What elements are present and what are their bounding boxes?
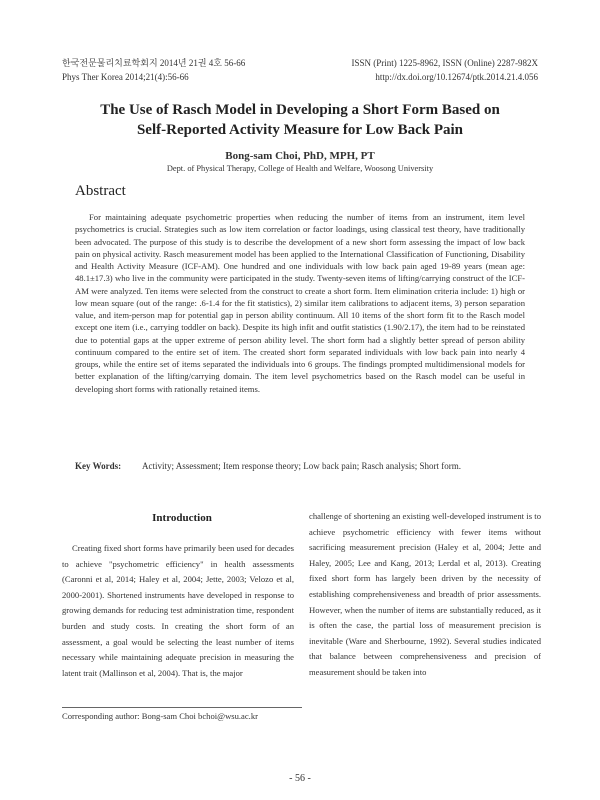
journal-name-korean: 한국전문물리치료학회지 2014년 21권 4호 56-66 — [62, 58, 246, 68]
paper-title — [40, 100, 560, 140]
doi-link[interactable]: http://dx.doi.org/10.12674/ptk.2014.21.4.056 — [375, 72, 538, 82]
journal-citation: Phys Ther Korea 2014;21(4):56-66 — [62, 72, 189, 82]
journal-header-left — [62, 56, 245, 84]
introduction-heading: Introduction — [152, 512, 212, 524]
introduction-right-column: challenge of shortening an existing well-developed instrument is to achieve psychometric efficiency with fewer items without sacrificing measurement precision (Haley et al, 2004; Jette and Haley, 2005; Lee and Kang, 2013; Lerdal et al, 2013). Creating fixed short form has largely been driven by the necessity of establishing comprehensiveness and breadth of prior assessments. However, when the number of items are substantially reduced, as it is often the case, the partial loss of measurement precision is inevitable (Ware and Sherbourne, 1992). Several studies indicated that balance between comprehensiveness and precision of measurement should be taken into — [309, 511, 541, 677]
abstract-body: For maintaining adequate psychometric properties when reducing the number of items from an instrument, item level psychometrics is crucial. Strategies such as low item correlation or factor loadings, using classical test theory, have traditionally been advocated. The purpose of this study is to describe the development of a new short form assessing the impact of low back pain on physical activity. Rasch measurement model has been applied to the International Classification of Functioning, Disability and Health Activity Measure (ICF-AM). One hundred and one individuals with low back pain aged 19-89 years (mean age: 48.1±17.3) who live in the community were participated in the study. Twenty-seven items of lifting/carrying construct of the ICF-AM were analyzed. Ten items were selected from the construct to create a short form. Item elimination criteria include: 1) high or low mean square (out of the range: .6-1.4 for the fit statistics), 2) similar item calibrations to adjacent items, 3) person separation value, and item-person map for potential gap in person ability continuum. All 10 items of the short form fit to the Rasch model except one item (i.e., carrying toddler on back). Despite its high infit and outfit statistics (1.90/2.17), the item had to be reinstated due to potential gaps at the upper extreme of person ability level. The short form had a slightly better spread of person ability continuum compared to the entire set of item. The created short form separated individuals with low back pain into nearly 4 groups, while the entire set of items separated the individuals into 6 groups. The findings prompted multidimensional models for better explanation of the lifting/carrying domain. The item level psychometrics based on the Rasch model can be useful in developing short forms with rationally retained items. — [75, 212, 525, 394]
issn: ISSN (Print) 1225-8962, ISSN (Online) 2287-982X — [351, 58, 538, 68]
author: Bong-sam Choi, PhD, MPH, PT — [225, 150, 375, 162]
title-line-1: The Use of Rasch Model in Developing a Short Form Based on — [100, 102, 500, 118]
keywords — [75, 460, 525, 473]
corresponding-author-footnote: Corresponding author: Bong-sam Choi bchoi@wsu.ac.kr — [62, 711, 258, 721]
introduction-left-column: Creating fixed short forms have primarily been used for decades to achieve "psychometric efficiency" in health assessments (Caronni et al, 2014; Haley et al, 2004; Jette, 2003; Velozo et al, 2000-2001). Shortened instruments have developed in response to growing demands for reducing test administration time, respondent burden and study costs. In creating the short form of an assessment, a goal would be selecting the least number of items necessary while maintaining adequate precision in measuring the latent trait (Mallinson et al, 2004). That is, the major — [62, 543, 294, 678]
keywords-label: Key Words: — [75, 461, 122, 471]
keywords-text: Activity; Assessment; Item response theory; Low back pain; Rasch analysis; Short form. — [142, 461, 461, 471]
title-line-2: Self-Reported Activity Measure for Low Back Pain — [136, 122, 464, 138]
page-number: - 56 - — [289, 773, 311, 784]
affiliation: Dept. of Physical Therapy, College of Health and Welfare, Woosong University — [166, 164, 434, 173]
footnote-divider — [62, 707, 302, 708]
journal-header-right — [352, 56, 539, 84]
abstract-heading: Abstract — [75, 183, 126, 199]
